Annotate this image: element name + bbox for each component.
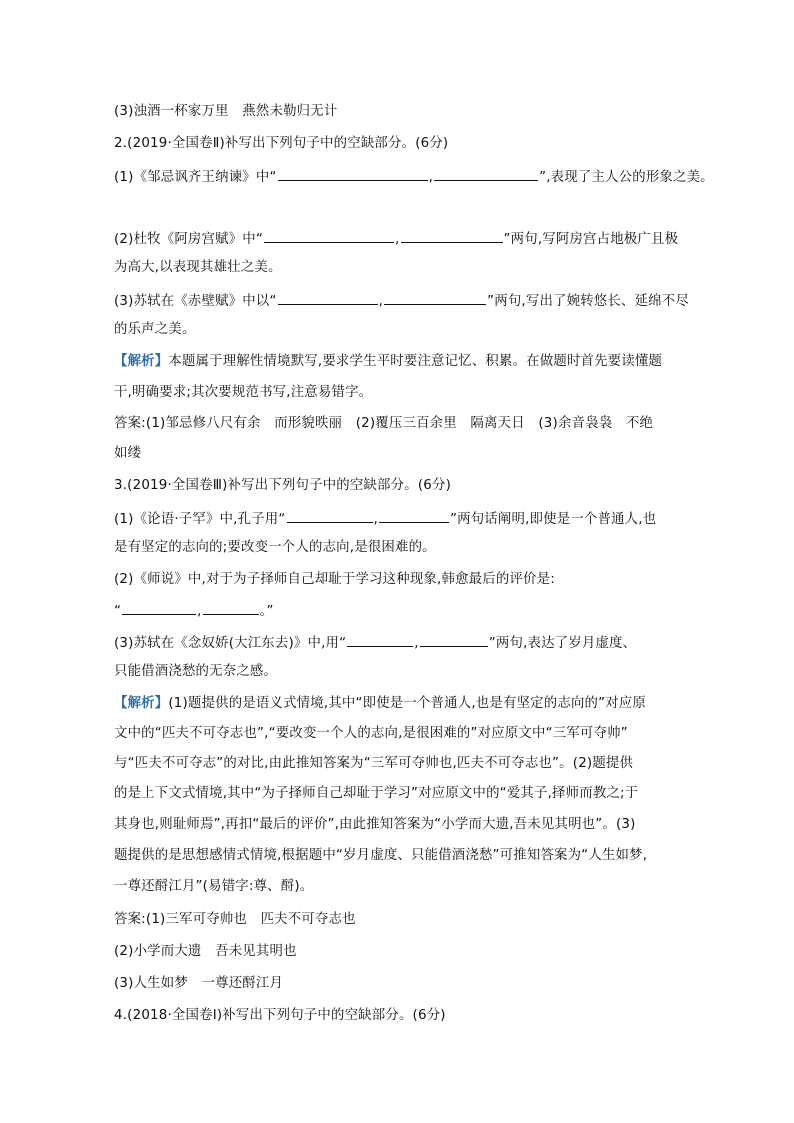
fill-blank[interactable] <box>379 508 449 523</box>
text: , <box>197 604 202 619</box>
q2-analysis <box>114 352 662 372</box>
text: 与“匹夫不可夺志”的对比,由此推知答案为“三军可夺帅也,匹夫不可夺志也”。(2)题提供 <box>114 756 634 771</box>
text: (2)小学而大遗 吾未见其明也 <box>114 944 297 959</box>
text: 是有坚定的志向的;要改变一个人的志向,是很困难的。 <box>114 540 436 555</box>
fill-blank[interactable] <box>347 632 413 647</box>
q3-answer-2 <box>114 942 297 962</box>
q2-item3-cont <box>114 320 196 340</box>
text: ”,表现了主人公的形象之美。 <box>539 170 714 185</box>
text: 的是上下文式情境,其中“为子择师自己却耻于学习”对应原文中的“爱其子,择师而教之;于 <box>114 786 639 801</box>
text: ”两句,写阿房宫占地极广且极 <box>503 232 679 247</box>
text: , <box>373 512 378 527</box>
q3-item2-blanks <box>114 600 274 622</box>
text: (3)浊酒一杯家万里 燕然未勒归无计 <box>114 104 338 119</box>
fill-blank[interactable] <box>420 632 488 647</box>
text: (2)《师说》中,对于为子择师自己却耻于学习这种现象,韩愈最后的评价是: <box>114 572 555 587</box>
fill-blank[interactable] <box>434 166 538 181</box>
q4-heading <box>114 1006 446 1026</box>
q3-analysis-cont <box>114 846 647 866</box>
text: ”两句话阐明,即使是一个普通人,也 <box>450 512 657 527</box>
text: , <box>395 232 400 247</box>
q3-item2 <box>114 570 555 590</box>
fill-blank[interactable] <box>384 290 486 305</box>
text: 4.(2018·全国卷Ⅰ)补写出下列句子中的空缺部分。(6分) <box>114 1008 446 1023</box>
fill-blank[interactable] <box>203 600 259 615</box>
text: (1)《邹忌讽齐王纳谏》中“ <box>114 170 277 185</box>
text: , <box>428 170 434 185</box>
q2-item2 <box>114 228 678 250</box>
q3-analysis-cont <box>114 784 638 804</box>
q3-analysis-cont <box>114 815 636 835</box>
text: 文中的“匹夫不可夺志也”,“要改变一个人的志向,是很困难的”对应原文中“三军可夺帅” <box>114 726 628 741</box>
text: , <box>378 294 384 309</box>
text: (2)杜牧《阿房宫赋》中“ <box>114 232 264 247</box>
q3-item3-cont <box>114 662 277 682</box>
text: (3)人生如梦 一尊还酹江月 <box>114 976 284 991</box>
text: 为高大,以表现其雄壮之美。 <box>114 260 282 275</box>
text: 题提供的是思想感情式情境,根据题中“岁月虚度、只能借酒浇愁”可推知答案为“人生如梦, <box>114 848 648 863</box>
text: 本题属于理解性情境默写,要求学生平时要注意记忆、积累。在做题时首先要读懂题 <box>168 354 663 369</box>
text: (1)题提供的是语义式情境,其中“即使是一个普通人,也是有坚定的志向的”对应原 <box>168 696 647 711</box>
text: (1)《论语·子罕》中,孔子用“ <box>114 512 286 527</box>
analysis-tag: 【解析】 <box>114 696 169 711</box>
q3-analysis-cont <box>114 877 313 897</box>
q3-item3 <box>114 632 636 654</box>
text: 2.(2019·全国卷Ⅱ)补写出下列句子中的空缺部分。(6分) <box>114 136 449 151</box>
q3-analysis-cont <box>114 754 633 774</box>
q2-answer <box>114 414 653 434</box>
q2-heading <box>114 134 448 154</box>
q2-item1 <box>114 166 714 188</box>
q2-analysis-cont <box>114 383 372 403</box>
q2-item3 <box>114 290 689 312</box>
text: 一尊还酹江月”(易错字:尊、酹)。 <box>114 879 314 894</box>
fill-blank[interactable] <box>264 228 394 243</box>
q3-item1 <box>114 508 656 530</box>
text: (3)苏轼在《念奴娇(大江东去)》中,用“ <box>114 636 347 651</box>
q3-item1-cont <box>114 538 436 558</box>
text: (3)苏轼在《赤壁赋》中以“ <box>114 294 277 309</box>
text: ”两句,写出了婉转悠长、延绵不尽 <box>487 294 689 309</box>
text: 答案:(1)邹忌修八尺有余 而形貌昳丽 (2)覆压三百余里 隔离天日 (3)余音袅袅 不绝 <box>114 416 654 431</box>
q3-heading <box>114 476 451 496</box>
q1-answer-line3 <box>114 102 337 122</box>
fill-blank[interactable] <box>122 600 196 615</box>
fill-blank[interactable] <box>287 508 373 523</box>
text: 答案:(1)三军可夺帅也 匹夫不可夺志也 <box>114 912 356 927</box>
text: 。” <box>259 604 274 619</box>
q2-answer-cont <box>114 444 141 464</box>
text: , <box>414 636 419 651</box>
text: 3.(2019·全国卷Ⅲ)补写出下列句子中的空缺部分。(6分) <box>114 478 451 493</box>
fill-blank[interactable] <box>278 290 378 305</box>
text: “ <box>114 604 122 619</box>
analysis-tag: 【解析】 <box>114 354 169 369</box>
text: 其身也,则耻师焉”,再扣“最后的评价”,由此推知答案为“小学而大遗,吾未见其明也”。(3) <box>114 817 636 832</box>
q3-analysis-cont <box>114 724 628 744</box>
fill-blank[interactable] <box>278 166 428 181</box>
q3-answer <box>114 910 356 930</box>
text: 的乐声之美。 <box>114 322 196 337</box>
text: 干,明确要求;其次要规范书写,注意易错字。 <box>114 385 373 400</box>
text: 如缕 <box>114 446 142 461</box>
fill-blank[interactable] <box>401 228 503 243</box>
text: ”两句,表达了岁月虚度、 <box>488 636 637 651</box>
q3-answer-3 <box>114 974 283 994</box>
q2-item2-cont <box>114 258 282 278</box>
q3-analysis <box>114 694 646 714</box>
text: 只能借酒浇愁的无奈之感。 <box>114 664 278 679</box>
